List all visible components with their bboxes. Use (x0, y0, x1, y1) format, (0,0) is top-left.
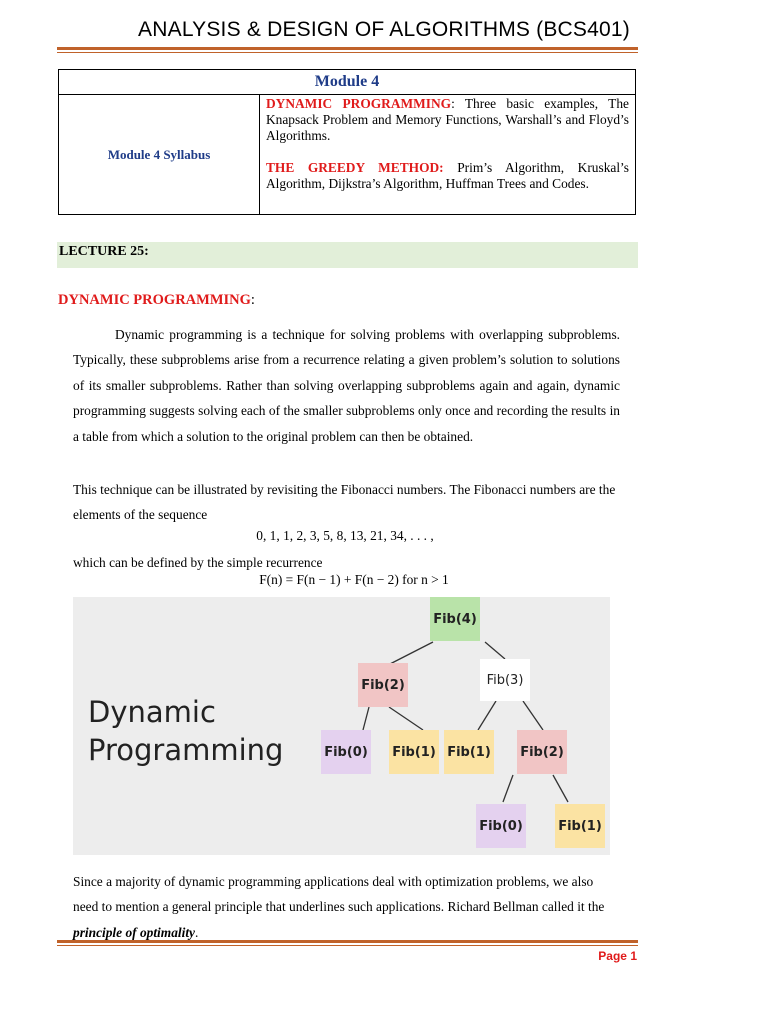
greedy-topic-heading: THE GREEDY METHOD: (266, 160, 444, 175)
syllabus-greedy-topic (266, 160, 629, 192)
lecture-heading: LECTURE 25: (57, 242, 638, 268)
header-rule (57, 47, 638, 50)
node-fib2-right: Fib(2) (517, 730, 567, 774)
node-fib0-right: Fib(0) (476, 804, 526, 848)
figure-title-line1: Dynamic (88, 695, 216, 729)
module-title: Module 4 (59, 70, 636, 95)
node-fib3: Fib(3) (480, 659, 530, 701)
paragraph-intro: Dynamic programming is a technique for solving problems with overlapping subproblems. Typically, these subproblems arise from a recurrence relating a given problem’s solution to solutions of its smaller subproblems. Rather than solving overlapping subproblems again and again, dynamic programming suggests solving each of the smaller subproblems only once and recording the results in a table from which a solution to the original problem can then be obtained. (73, 327, 620, 444)
section-heading-text: DYNAMIC PROGRAMMING (58, 292, 251, 308)
principle-of-optimality: principle of optimality (73, 924, 195, 940)
greedy-topic-text: Prim’s Algorithm, Kruskal’s Algorithm, Dijkstra’s Algorithm, Huffman Trees and Codes. (266, 160, 629, 191)
header-rule-thin (57, 52, 638, 53)
node-fib1-c: Fib(1) (555, 804, 605, 848)
footer-rule-thin (57, 945, 638, 946)
edge-fib2-fib0b (503, 775, 513, 802)
edge-fib3-fib1 (478, 701, 496, 730)
fibonacci-sequence: 0, 1, 1, 2, 3, 5, 8, 13, 21, 34, . . . , (256, 528, 434, 543)
node-fib1-b: Fib(1) (444, 730, 494, 774)
dp-topic-text: : Three basic examples, The Knapsack Problem and Memory Functions, Warshall’s and Floyd’s Algorithms. (266, 96, 629, 143)
node-fib1-a: Fib(1) (389, 730, 439, 774)
optimality-period: . (195, 924, 199, 940)
syllabus-dp-topic (266, 96, 629, 144)
fibonacci-tree-figure (73, 597, 610, 855)
figure-title-line2: Programming (88, 733, 284, 767)
edge-fib2-fib0 (363, 707, 369, 730)
figure-title (88, 693, 283, 769)
dp-topic-heading: DYNAMIC PROGRAMMING (266, 96, 452, 111)
node-fib2-left: Fib(2) (358, 663, 408, 707)
recurrence-formula: F(n) = F(n − 1) + F(n − 2) for n > 1 (259, 572, 449, 587)
edge-fib2-fib1c (553, 775, 568, 802)
edge-fib4-fib2 (388, 642, 433, 665)
syllabus-label: Module 4 Syllabus (59, 95, 260, 215)
node-fib0-left: Fib(0) (321, 730, 371, 774)
edge-fib2-fib1 (389, 707, 423, 730)
paragraph-optimality (73, 869, 620, 945)
syllabus-content (260, 95, 636, 215)
optimality-text: Since a majority of dynamic programming applications deal with optimization problems, we also need to mention a general principle that underlines such applications. Richard Bellman called it the (73, 874, 605, 915)
document-header: ANALYSIS & DESIGN OF ALGORITHMS (BCS401) (138, 18, 630, 41)
syllabus-table (58, 69, 636, 215)
section-heading-colon: : (250, 292, 255, 308)
paragraph-fibonacci: This technique can be illustrated by revisiting the Fibonacci numbers. The Fibonacci numbers are the elements of the sequence (73, 482, 616, 523)
section-heading (58, 292, 255, 309)
node-fib4: Fib(4) (430, 597, 480, 641)
edge-fib4-fib3 (485, 642, 505, 659)
page-number: Page 1 (598, 949, 637, 963)
footer-rule (57, 940, 638, 943)
edge-fib3-fib2 (523, 701, 543, 730)
recurrence-intro: which can be defined by the simple recurrence (73, 555, 323, 570)
